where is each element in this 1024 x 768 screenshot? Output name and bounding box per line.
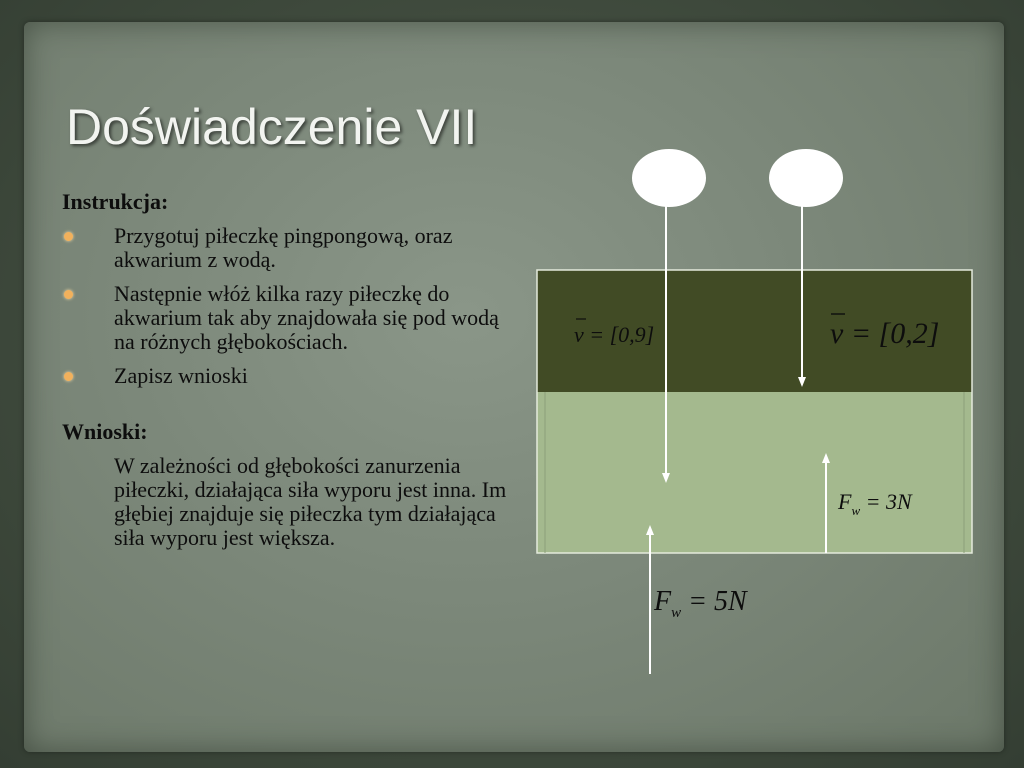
velocity-label-right: v = [0,2] <box>830 317 940 350</box>
buoyancy-label-left: $F_w = 5N$ <box>654 586 747 621</box>
instruction-text: Zapisz wnioski <box>114 363 248 388</box>
conclusions-text: W zależności od głębokości zanurzenia piłeczki, działająca siła wyporu jest inna. Im głębiej znajduje się piłeczka tym działająca siła wyporu jest większa. <box>114 453 507 550</box>
slide-title: Doświadczenie VII <box>66 99 478 155</box>
instruction-text: Następnie włóż kilka razy piłeczkę do akwarium tak aby znajdowała się pod wodą na różnych głębokościach. <box>114 281 499 354</box>
velocity-label-left: v = [0,9] <box>574 322 655 347</box>
instructions-heading: Instrukcja: <box>62 189 169 214</box>
buoyancy-label-right: $F_w = 3N$ <box>838 489 912 518</box>
ball-right <box>769 149 843 207</box>
instruction-text: Przygotuj piłeczkę pingpongową, oraz akwarium z wodą. <box>114 223 453 272</box>
conclusions-heading: Wnioski: <box>62 419 148 444</box>
water-region <box>537 392 972 553</box>
ball-left <box>632 149 706 207</box>
